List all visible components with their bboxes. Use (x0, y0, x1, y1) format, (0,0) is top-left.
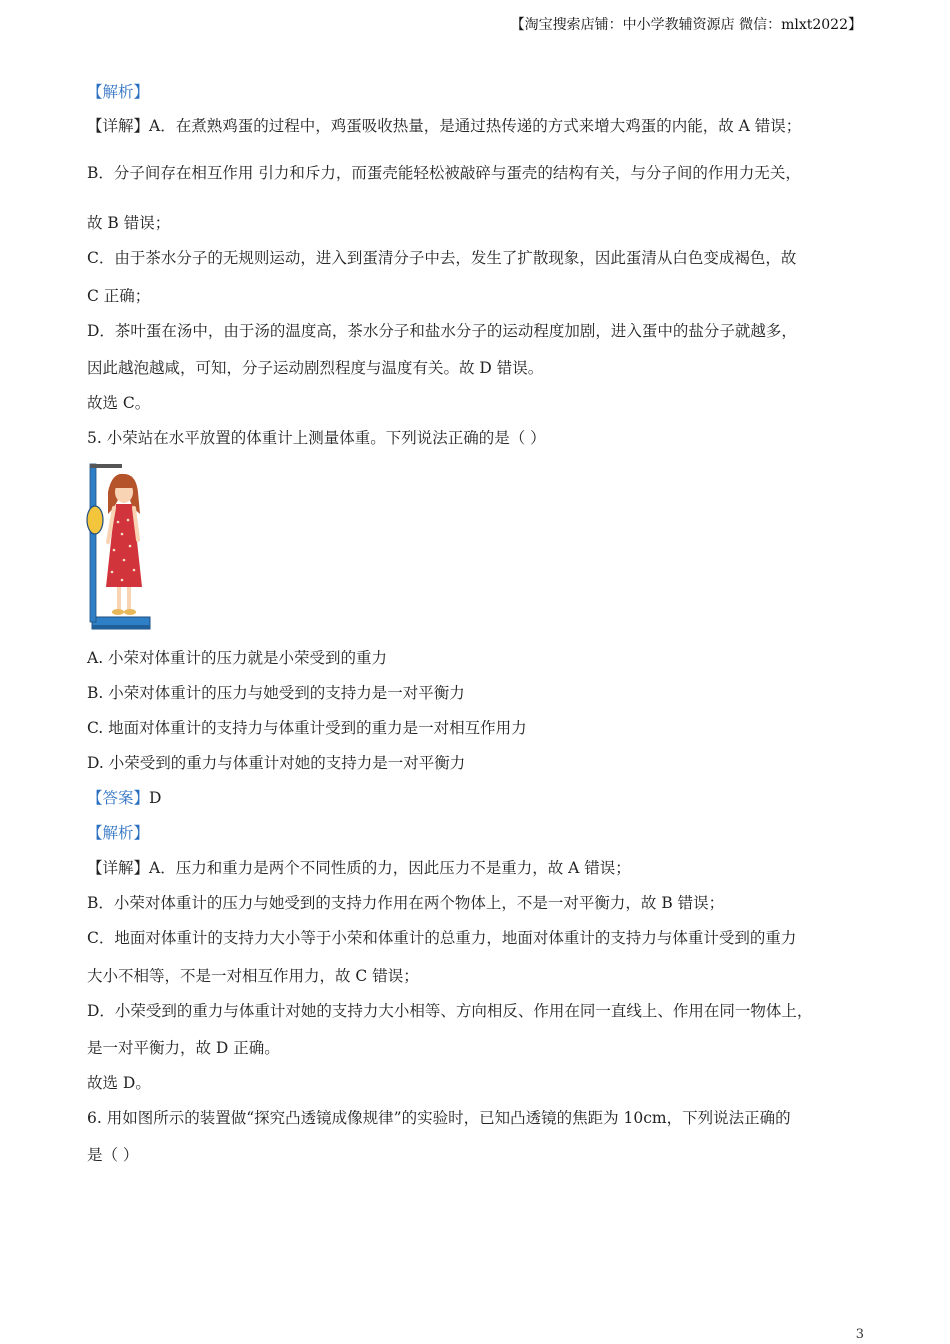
page-header: 【淘宝搜索店铺：中小学教辅资源店 微信：mlxt2022】 (510, 17, 862, 33)
detail-line: C．地面对体重计的支持力大小等于小荣和体重计的总重力，地面对体重计的支持力与体重计受到的重力 (87, 929, 797, 947)
analysis-tag: 【解析】 (87, 824, 150, 842)
option-d: D. 小荣受到的重力与体重计对她的支持力是一对平衡力 (87, 754, 466, 772)
detail-line: 大小不相等，不是一对相互作用力，故 C 错误； (87, 967, 419, 985)
answer-line (87, 788, 161, 808)
option-c: C. 地面对体重计的支持力与体重计受到的重力是一对相互作用力 (87, 719, 527, 737)
conclusion-line: 故选 C。 (87, 394, 151, 412)
detail-line: B．分子间存在相互作用 引力和斥力，而蛋壳能轻松被敲碎与蛋壳的结构有关，与分子间的作用力无关， (87, 164, 801, 182)
option-b: B. 小荣对体重计的压力与她受到的支持力是一对平衡力 (87, 684, 465, 702)
question-stem: 5. 小荣站在水平放置的体重计上测量体重。下列说法正确的是（ ） (87, 429, 546, 447)
detail-tag: 【详解】 (87, 117, 150, 135)
detail-tag: 【详解】 (87, 859, 150, 877)
option-a: A. 小荣对体重计的压力就是小荣受到的重力 (87, 649, 388, 667)
detail-line: D．茶叶蛋在汤中，由于汤的温度高，茶水分子和盐水分子的运动程度加剧，进入蛋中的盐分子就越多， (87, 322, 797, 340)
question-stem: 6. 用如图所示的装置做“探究凸透镜成像规律”的实验时，已知凸透镜的焦距为 10cm，下列说法正确的 (87, 1109, 791, 1127)
detail-line: 因此越泡越咸，可知，分子运动剧烈程度与温度有关。故 D 错误。 (87, 359, 544, 377)
girl-on-scale-illustration (84, 462, 154, 634)
detail-line: C 正确； (87, 287, 151, 305)
detail-line: B．小荣对体重计的压力与她受到的支持力作用在两个物体上，不是一对平衡力，故 B 错误； (87, 894, 725, 912)
detail-line: 故 B 错误； (87, 214, 171, 232)
answer-value: D (149, 789, 162, 807)
page-number: 3 (855, 1327, 864, 1342)
detail-line: D．小荣受到的重力与体重计对她的支持力大小相等、方向相反、作用在同一直线上、作用在同一物体上， (87, 1002, 813, 1020)
question-stem-continued: 是（ ） (87, 1146, 139, 1164)
analysis-tag: 【解析】 (87, 83, 150, 101)
answer-tag: 【答案】 (87, 789, 150, 807)
detail-line: 是一对平衡力，故 D 正确。 (87, 1039, 280, 1057)
detail-line: 【详解】A．在煮熟鸡蛋的过程中，鸡蛋吸收热量，是通过热传递的方式来增大鸡蛋的内能，故 A 错误； (87, 117, 802, 135)
detail-line: 【详解】A．压力和重力是两个不同性质的力，因此压力不是重力，故 A 错误； (87, 859, 631, 877)
detail-line: C．由于茶水分子的无规则运动，进入到蛋清分子中去，发生了扩散现象，因此蛋清从白色变成褐色，故 (87, 249, 797, 267)
conclusion-line: 故选 D。 (87, 1074, 151, 1092)
